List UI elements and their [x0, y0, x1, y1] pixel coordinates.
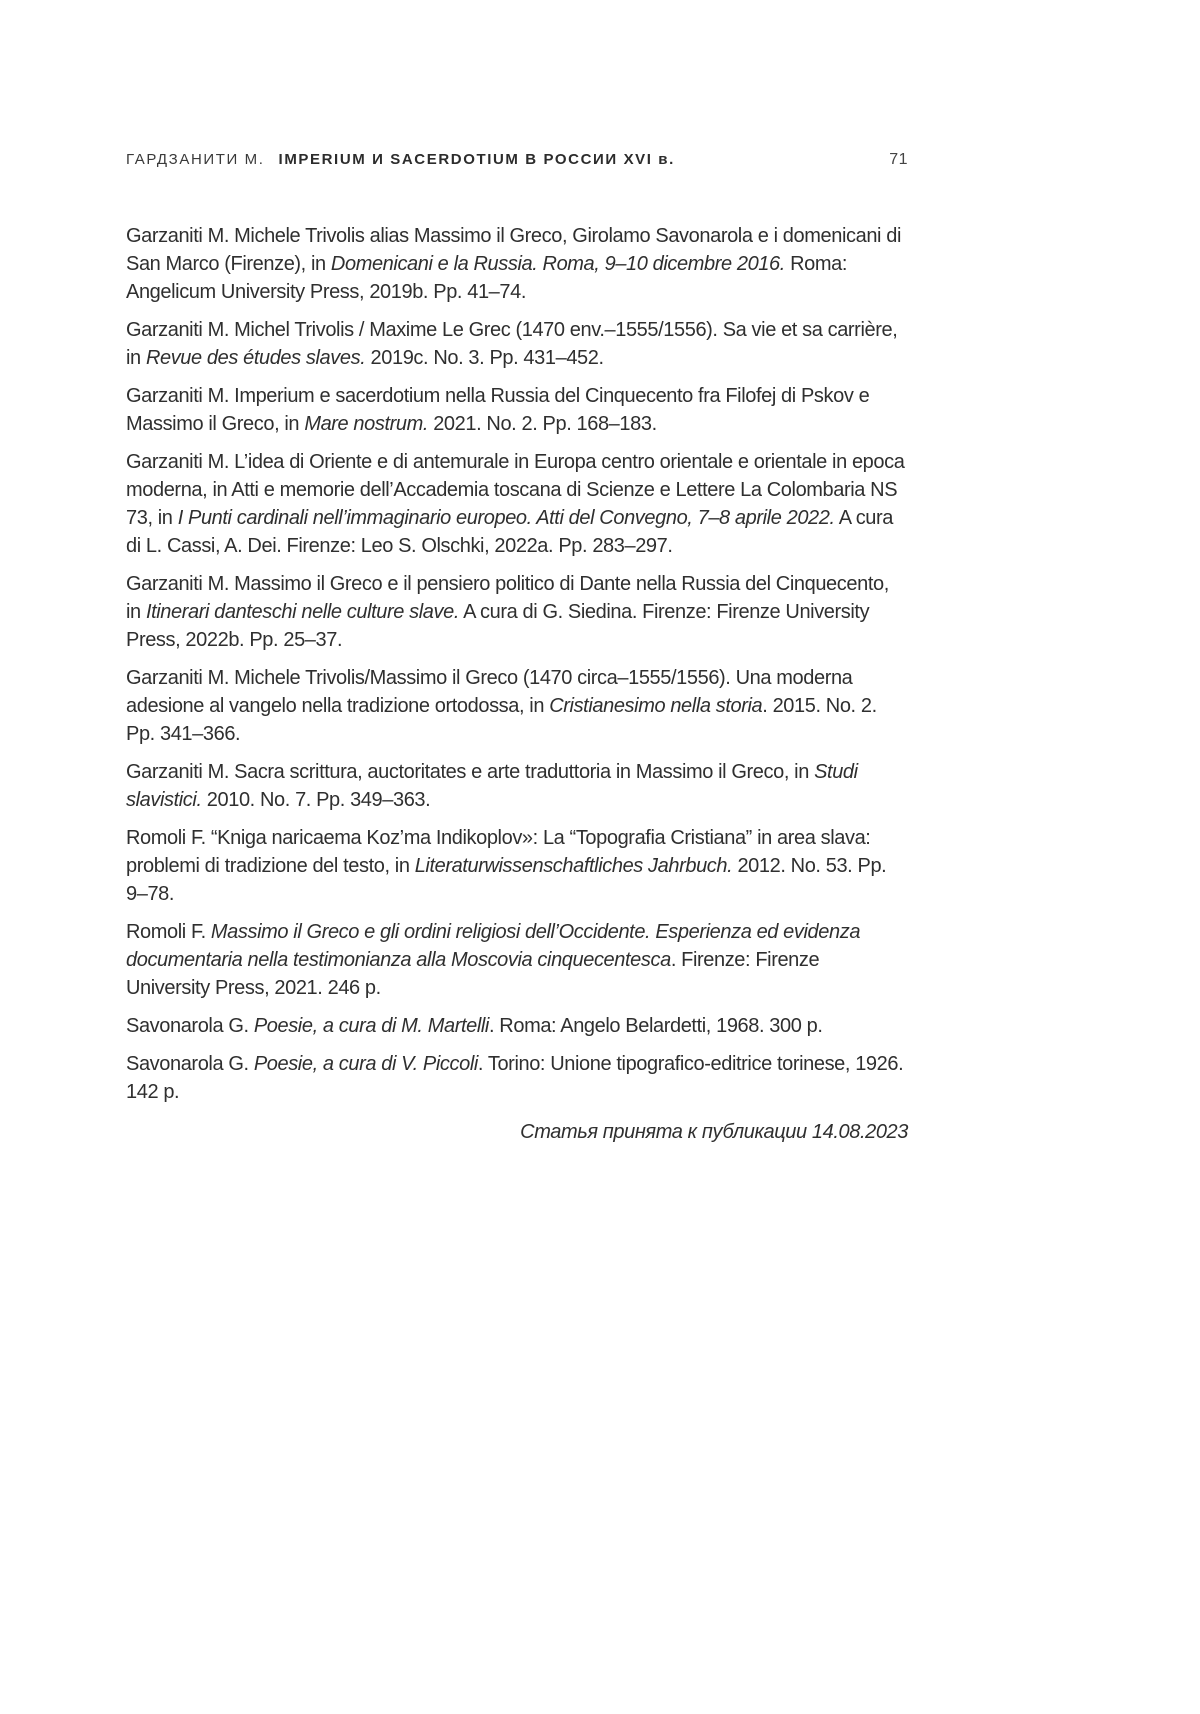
entry-segment: . 2015. No. 2. Pp. 341–366. [126, 695, 877, 745]
bibliography-entry [126, 382, 908, 438]
entry-segment: Garzaniti M. Michele Trivolis alias Massimo il Greco, Girolamo Savonarola e i domenicani di San Marco (Firenze), in [126, 225, 902, 275]
bibliography-entry [126, 664, 908, 748]
entry-segment: Savonarola G. [126, 1053, 254, 1075]
entry-segment-italic: Cristianesimo nella storia [549, 695, 763, 717]
bibliography-entry [126, 918, 908, 1002]
entry-segment-italic: I Punti cardinali nell’immaginario europeo. Atti del Convegno, 7–8 aprile 2022. [177, 507, 835, 529]
bibliography-entry [126, 222, 908, 306]
bibliography-entry [126, 1012, 908, 1040]
entry-segment-italic: Studi slavistici. [126, 761, 858, 811]
entry-segment: 2019c. No. 3. Pp. 431–452. [365, 347, 604, 369]
bibliography-entry [126, 824, 908, 908]
entry-segment-italic: Itinerari danteschi nelle culture slave. [145, 601, 460, 623]
bibliography-list [126, 222, 908, 1166]
entry-segment-italic: Massimo il Greco e gli ordini religiosi dell’Occidente. Esperienza ed evidenza documentaria nella testimonianza alla Moscovia cinquecentesca [126, 921, 861, 971]
entry-segment-italic: Literaturwissenschaftliches Jahrbuch. [414, 855, 733, 877]
entry-segment: . Roma: Angelo Belardetti, 1968. 300 p. [488, 1015, 823, 1037]
running-head-title: IMPERIUM И SACERDOTIUM В РОССИИ XVI в. [278, 151, 675, 168]
entry-segment-italic: Domenicani e la Russia. Roma, 9–10 dicembre 2016. [330, 253, 785, 275]
entry-segment-italic: Mare nostrum. [304, 413, 429, 435]
entry-segment-italic: Poesie, a cura di V. Piccoli [253, 1053, 478, 1075]
entry-segment: Garzaniti M. Sacra scrittura, auctoritates e arte traduttoria in Massimo il Greco, in [126, 761, 815, 783]
entry-segment-italic: Revue des études slaves. [145, 347, 366, 369]
bibliography-entry [126, 758, 908, 814]
acceptance-note: Статья принята к публикации 14.08.2023 [520, 1121, 908, 1143]
bibliography-entry [126, 1050, 908, 1106]
entry-segment-italic: Poesie, a cura di M. Martelli [253, 1015, 489, 1037]
entry-segment: Garzaniti M. Imperium e sacerdotium nella Russia del Cinquecento fra Filofej di Pskov e Massimo il Greco, in [126, 385, 870, 435]
entry-segment: Savonarola G. [126, 1015, 254, 1037]
entry-segment: Romoli F. [126, 921, 211, 943]
bibliography-entry [126, 316, 908, 372]
entry-segment: Garzaniti M. Massimo il Greco e il pensiero politico di Dante nella Russia del Cinquecento, in [126, 573, 889, 623]
running-head-author: ГАРДЗАНИТИ М. [126, 151, 265, 168]
entry-segment: 2012. No. 53. Pp. 9–78. [126, 855, 887, 905]
page-number: 71 [889, 151, 908, 168]
entry-segment: Garzaniti M. L’idea di Oriente e di antemurale in Europa centro orientale e orientale in epoca moderna, in Atti e memorie dell’Accademia toscana di Scienze e Lettere La Colombaria NS 73, in [126, 451, 905, 529]
entry-segment: Romoli F. “Kniga naricaema Koz’ma Indikoplov»: La “Topografia Cristiana” in area slava: problemi di tradizione del testo, in [126, 827, 871, 877]
entry-segment: 2010. No. 7. Pp. 349–363. [201, 789, 431, 811]
entry-segment: Garzaniti M. Michel Trivolis / Maxime Le Grec (1470 env.–1555/1556). Sa vie et sa carrière, in [126, 319, 898, 369]
entry-segment: A cura di L. Cassi, A. Dei. Firenze: Leo S. Olschki, 2022a. Pp. 283–297. [126, 507, 894, 557]
entry-segment: A cura di G. Siedina. Firenze: Firenze University Press, 2022b. Pp. 25–37. [126, 601, 870, 651]
entry-segment: 2021. No. 2. Pp. 168–183. [428, 413, 657, 435]
entry-segment: Roma: Angelicum University Press, 2019b. Pp. 41–74. [126, 253, 847, 303]
bibliography-entry [126, 448, 908, 560]
running-head-left [126, 151, 675, 169]
entry-segment: Garzaniti M. Michele Trivolis/Massimo il Greco (1470 circa–1555/1556). Una moderna adesione al vangelo nella tradizione ortodossa, in [126, 667, 853, 717]
entry-segment: . Firenze: Firenze University Press, 2021. 246 p. [126, 949, 820, 999]
running-head [126, 151, 908, 169]
entry-segment: . Torino: Unione tipografico-editrice torinese, 1926. 142 p. [126, 1053, 904, 1103]
bibliography-entry [126, 570, 908, 654]
